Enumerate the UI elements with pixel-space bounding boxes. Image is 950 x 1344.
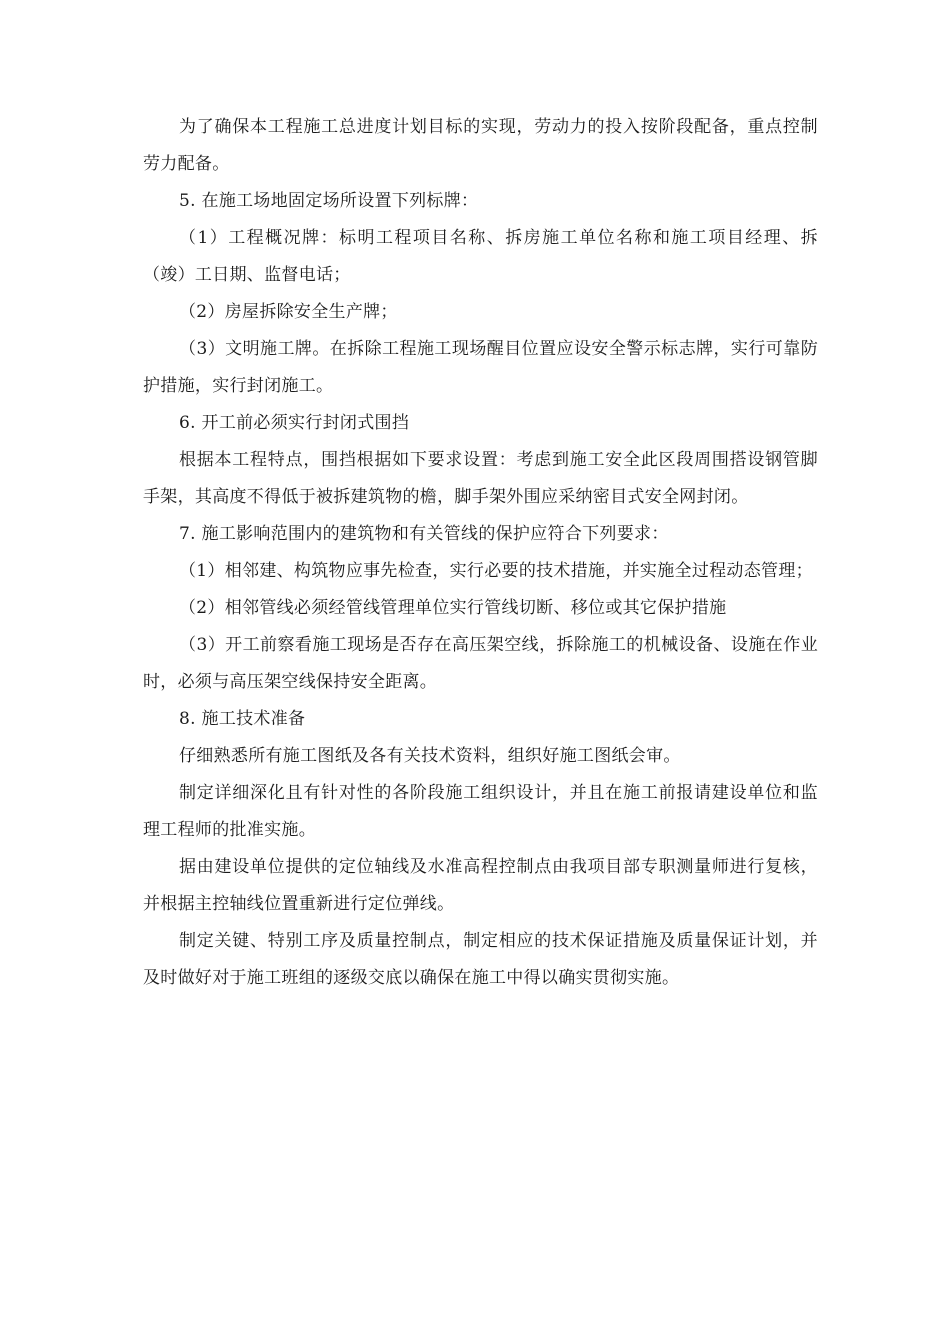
- item-safety-production-sign: （2）房屋拆除安全生产牌；: [179, 302, 398, 322]
- paragraph-labor-allocation: 为了确保本工程施工总进度计划目标的实现，劳动力的投入按阶段配备，重点控制劳力配备。: [143, 117, 818, 174]
- paragraph-enclosure-requirements: 根据本工程特点，围挡根据如下要求设置：考虑到施工安全此区段周围搭设钢管脚手架，其高度不得低于被拆建筑物的檐，脚手架外围应采纳密目式安全网封闭。: [143, 450, 818, 507]
- item-adjacent-pipelines: （2）相邻管线必须经管线管理单位实行管线切断、移位或其它保护措施: [179, 598, 727, 618]
- item-overhead-lines: （3）开工前察看施工现场是否存在高压架空线，拆除施工的机械设备、设施在作业时，必须与高压架空线保持安全距离。: [143, 635, 818, 692]
- paragraph-drawings-review: 仔细熟悉所有施工图纸及各有关技术资料，组织好施工图纸会审。: [179, 746, 681, 766]
- paragraph-quality-control: 制定关键、特别工序及质量控制点，制定相应的技术保证措施及质量保证计划，并及时做好对于施工班组的逐级交底以确保在施工中得以确实贯彻实施。: [143, 931, 818, 988]
- document-body: [143, 109, 818, 997]
- paragraph-survey-check: 据由建设单位提供的定位轴线及水准高程控制点由我项目部专职测量师进行复核，并根据主控轴线位置重新进行定位弹线。: [143, 857, 818, 914]
- item-adjacent-buildings: （1）相邻建、构筑物应事先检查，实行必要的技术措施，并实施全过程动态管理；: [179, 561, 813, 581]
- item-civilized-construction-sign: （3）文明施工牌。在拆除工程施工现场醒目位置应设安全警示标志牌，实行可靠防护措施，实行封闭施工。: [143, 339, 818, 396]
- heading-technical-preparation: 8. 施工技术准备: [179, 709, 306, 729]
- paragraph-organization-design: 制定详细深化且有针对性的各阶段施工组织设计，并且在施工前报请建设单位和监理工程师的批准实施。: [143, 783, 818, 840]
- heading-enclosure: 6. 开工前必须实行封闭式围挡: [179, 413, 410, 433]
- item-project-overview-sign: （1）工程概况牌：标明工程项目名称、拆房施工单位名称和施工项目经理、拆（竣）工日期、监督电话；: [143, 228, 818, 285]
- heading-protection-requirements: 7. 施工影响范围内的建筑物和有关管线的保护应符合下列要求：: [179, 524, 669, 544]
- heading-signboards: 5. 在施工场地固定场所设置下列标牌：: [179, 191, 479, 211]
